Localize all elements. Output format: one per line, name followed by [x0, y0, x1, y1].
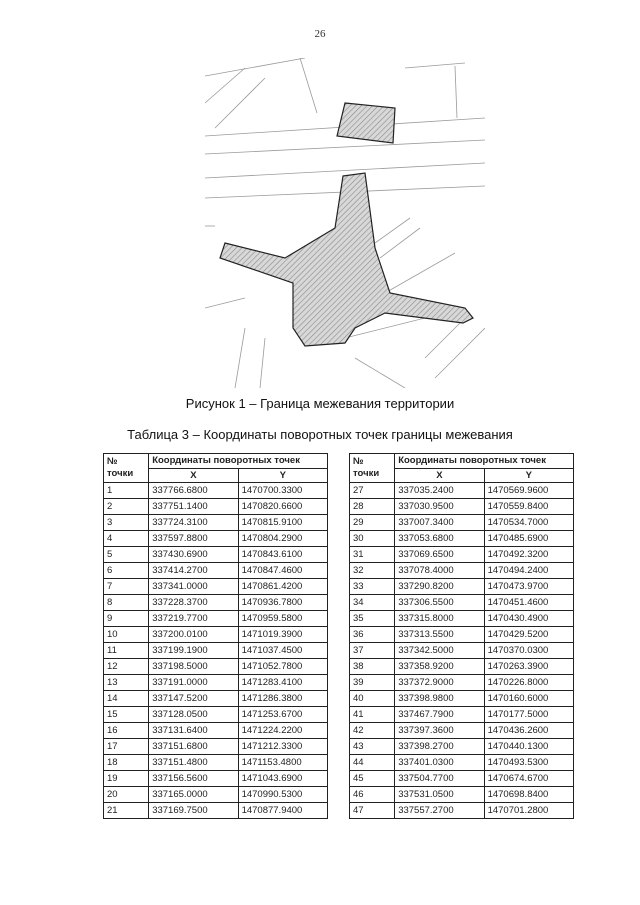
- header-x: X: [149, 468, 238, 483]
- x-coordinate-cell: 337030.9500: [395, 499, 484, 515]
- y-coordinate-cell: 1470473.9700: [484, 579, 573, 595]
- point-number-cell: 43: [350, 739, 395, 755]
- x-coordinate-cell: 337200.0100: [149, 627, 238, 643]
- x-coordinate-cell: 337398.2700: [395, 739, 484, 755]
- table-row: [350, 787, 574, 803]
- table-row: [104, 515, 328, 531]
- table-row: [350, 739, 574, 755]
- table-row: [350, 691, 574, 707]
- table-body-right: [350, 483, 574, 819]
- y-coordinate-cell: 1471253.6700: [238, 707, 327, 723]
- x-coordinate-cell: 337053.6800: [395, 531, 484, 547]
- x-coordinate-cell: 337401.0300: [395, 755, 484, 771]
- y-coordinate-cell: 1470804.2900: [238, 531, 327, 547]
- table-row: [104, 659, 328, 675]
- point-number-cell: 14: [104, 691, 149, 707]
- x-coordinate-cell: 337156.5600: [149, 771, 238, 787]
- table-row: [104, 499, 328, 515]
- header-coordinates: Координаты поворотных точек: [149, 454, 328, 469]
- point-number-cell: 38: [350, 659, 395, 675]
- header-point-number: № точки: [104, 454, 149, 483]
- x-coordinate-cell: 337078.4000: [395, 563, 484, 579]
- table-row: [350, 723, 574, 739]
- x-coordinate-cell: 337597.8800: [149, 531, 238, 547]
- table-row: [350, 643, 574, 659]
- y-coordinate-cell: 1470847.4600: [238, 563, 327, 579]
- point-number-cell: 45: [350, 771, 395, 787]
- y-coordinate-cell: 1470559.8400: [484, 499, 573, 515]
- x-coordinate-cell: 337372.9000: [395, 675, 484, 691]
- y-coordinate-cell: 1470861.4200: [238, 579, 327, 595]
- y-coordinate-cell: 1470674.6700: [484, 771, 573, 787]
- table-row: [104, 707, 328, 723]
- x-coordinate-cell: 337341.0000: [149, 579, 238, 595]
- x-coordinate-cell: 337398.9800: [395, 691, 484, 707]
- boundary-map: [205, 58, 485, 388]
- x-coordinate-cell: 337306.5500: [395, 595, 484, 611]
- point-number-cell: 27: [350, 483, 395, 499]
- x-coordinate-cell: 337128.0500: [149, 707, 238, 723]
- table-row: [350, 531, 574, 547]
- y-coordinate-cell: 1470494.2400: [484, 563, 573, 579]
- point-number-cell: 28: [350, 499, 395, 515]
- point-number-cell: 31: [350, 547, 395, 563]
- table-row: [104, 483, 328, 499]
- y-coordinate-cell: 1470877.9400: [238, 803, 327, 819]
- boundary-area-north: [337, 103, 395, 143]
- y-coordinate-cell: 1470936.7800: [238, 595, 327, 611]
- table-row: [104, 723, 328, 739]
- point-number-cell: 20: [104, 787, 149, 803]
- y-coordinate-cell: 1470429.5200: [484, 627, 573, 643]
- point-number-cell: 1: [104, 483, 149, 499]
- x-coordinate-cell: 337751.1400: [149, 499, 238, 515]
- y-coordinate-cell: 1470700.3300: [238, 483, 327, 499]
- table-row: [350, 547, 574, 563]
- y-coordinate-cell: 1470990.5300: [238, 787, 327, 803]
- y-coordinate-cell: 1470430.4900: [484, 611, 573, 627]
- figure-caption: Рисунок 1 – Граница межевания территории: [185, 396, 455, 411]
- point-number-cell: 19: [104, 771, 149, 787]
- point-number-cell: 47: [350, 803, 395, 819]
- point-number-cell: 6: [104, 563, 149, 579]
- table-row: [104, 547, 328, 563]
- point-number-cell: 15: [104, 707, 149, 723]
- point-number-cell: 8: [104, 595, 149, 611]
- x-coordinate-cell: 337198.5000: [149, 659, 238, 675]
- point-number-cell: 42: [350, 723, 395, 739]
- x-coordinate-cell: 337358.9200: [395, 659, 484, 675]
- table-row: [104, 595, 328, 611]
- table-row: [350, 611, 574, 627]
- x-coordinate-cell: 337199.1900: [149, 643, 238, 659]
- table-row: [104, 675, 328, 691]
- table-row: [350, 771, 574, 787]
- y-coordinate-cell: 1470534.7000: [484, 515, 573, 531]
- table-row: [104, 611, 328, 627]
- x-coordinate-cell: 337342.5000: [395, 643, 484, 659]
- table-caption: Таблица 3 – Координаты поворотных точек границы межевания: [127, 427, 513, 442]
- table-row: [104, 579, 328, 595]
- x-coordinate-cell: 337147.5200: [149, 691, 238, 707]
- x-coordinate-cell: 337315.8000: [395, 611, 484, 627]
- x-coordinate-cell: 337313.5500: [395, 627, 484, 643]
- x-coordinate-cell: 337531.0500: [395, 787, 484, 803]
- y-coordinate-cell: 1470492.3200: [484, 547, 573, 563]
- boundary-area-main: [220, 173, 473, 346]
- x-coordinate-cell: 337165.0000: [149, 787, 238, 803]
- y-coordinate-cell: 1470959.5800: [238, 611, 327, 627]
- y-coordinate-cell: 1471212.3300: [238, 739, 327, 755]
- x-coordinate-cell: 337131.6400: [149, 723, 238, 739]
- header-y: Y: [484, 468, 573, 483]
- point-number-cell: 41: [350, 707, 395, 723]
- table-row: [350, 675, 574, 691]
- point-number-cell: 5: [104, 547, 149, 563]
- table-row: [104, 739, 328, 755]
- point-number-cell: 34: [350, 595, 395, 611]
- point-number-cell: 10: [104, 627, 149, 643]
- header-y: Y: [238, 468, 327, 483]
- point-number-cell: 44: [350, 755, 395, 771]
- x-coordinate-cell: 337219.7700: [149, 611, 238, 627]
- y-coordinate-cell: 1471283.4100: [238, 675, 327, 691]
- y-coordinate-cell: 1470493.5300: [484, 755, 573, 771]
- point-number-cell: 35: [350, 611, 395, 627]
- point-number-cell: 29: [350, 515, 395, 531]
- table-row: [104, 627, 328, 643]
- point-number-cell: 46: [350, 787, 395, 803]
- x-coordinate-cell: 337430.6900: [149, 547, 238, 563]
- header-x: X: [395, 468, 484, 483]
- table-row: [350, 483, 574, 499]
- table-row: [104, 691, 328, 707]
- table-row: [104, 531, 328, 547]
- header-point-number: № точки: [350, 454, 395, 483]
- y-coordinate-cell: 1470698.8400: [484, 787, 573, 803]
- x-coordinate-cell: 337035.2400: [395, 483, 484, 499]
- point-number-cell: 12: [104, 659, 149, 675]
- y-coordinate-cell: 1470569.9600: [484, 483, 573, 499]
- table-row: [104, 787, 328, 803]
- y-coordinate-cell: 1471286.3800: [238, 691, 327, 707]
- y-coordinate-cell: 1470485.6900: [484, 531, 573, 547]
- point-number-cell: 9: [104, 611, 149, 627]
- table-row: [350, 563, 574, 579]
- point-number-cell: 13: [104, 675, 149, 691]
- point-number-cell: 40: [350, 691, 395, 707]
- y-coordinate-cell: 1471043.6900: [238, 771, 327, 787]
- x-coordinate-cell: 337397.3600: [395, 723, 484, 739]
- x-coordinate-cell: 337557.2700: [395, 803, 484, 819]
- point-number-cell: 3: [104, 515, 149, 531]
- x-coordinate-cell: 337766.6800: [149, 483, 238, 499]
- y-coordinate-cell: 1471153.4800: [238, 755, 327, 771]
- coordinates-table-left: [103, 453, 328, 819]
- y-coordinate-cell: 1470701.2800: [484, 803, 573, 819]
- coordinates-table-right: [349, 453, 574, 819]
- point-number-cell: 21: [104, 803, 149, 819]
- table-row: [350, 595, 574, 611]
- point-number-cell: 7: [104, 579, 149, 595]
- x-coordinate-cell: 337724.3100: [149, 515, 238, 531]
- table-row: [350, 499, 574, 515]
- x-coordinate-cell: 337467.7900: [395, 707, 484, 723]
- point-number-cell: 17: [104, 739, 149, 755]
- x-coordinate-cell: 337290.8200: [395, 579, 484, 595]
- point-number-cell: 32: [350, 563, 395, 579]
- x-coordinate-cell: 337228.3700: [149, 595, 238, 611]
- table-row: [104, 803, 328, 819]
- x-coordinate-cell: 337007.3400: [395, 515, 484, 531]
- y-coordinate-cell: 1470440.1300: [484, 739, 573, 755]
- point-number-cell: 4: [104, 531, 149, 547]
- table-row: [350, 755, 574, 771]
- table-row: [104, 643, 328, 659]
- y-coordinate-cell: 1470177.5000: [484, 707, 573, 723]
- page-number: 26: [314, 28, 326, 40]
- point-number-cell: 2: [104, 499, 149, 515]
- table-row: [104, 563, 328, 579]
- y-coordinate-cell: 1471052.7800: [238, 659, 327, 675]
- point-number-cell: 11: [104, 643, 149, 659]
- table-row: [350, 659, 574, 675]
- y-coordinate-cell: 1470843.6100: [238, 547, 327, 563]
- y-coordinate-cell: 1470226.8000: [484, 675, 573, 691]
- y-coordinate-cell: 1470436.2600: [484, 723, 573, 739]
- header-coordinates: Координаты поворотных точек: [395, 454, 574, 469]
- point-number-cell: 33: [350, 579, 395, 595]
- y-coordinate-cell: 1470263.3900: [484, 659, 573, 675]
- table-row: [350, 515, 574, 531]
- y-coordinate-cell: 1471019.3900: [238, 627, 327, 643]
- x-coordinate-cell: 337504.7700: [395, 771, 484, 787]
- table-body-left: [104, 483, 328, 819]
- y-coordinate-cell: 1470815.9100: [238, 515, 327, 531]
- point-number-cell: 18: [104, 755, 149, 771]
- x-coordinate-cell: 337169.7500: [149, 803, 238, 819]
- x-coordinate-cell: 337414.2700: [149, 563, 238, 579]
- table-row: [350, 579, 574, 595]
- y-coordinate-cell: 1470451.4600: [484, 595, 573, 611]
- x-coordinate-cell: 337151.6800: [149, 739, 238, 755]
- x-coordinate-cell: 337151.4800: [149, 755, 238, 771]
- point-number-cell: 36: [350, 627, 395, 643]
- point-number-cell: 16: [104, 723, 149, 739]
- table-row: [350, 707, 574, 723]
- point-number-cell: 39: [350, 675, 395, 691]
- y-coordinate-cell: 1470370.0300: [484, 643, 573, 659]
- point-number-cell: 37: [350, 643, 395, 659]
- point-number-cell: 30: [350, 531, 395, 547]
- table-row: [350, 803, 574, 819]
- x-coordinate-cell: 337069.6500: [395, 547, 484, 563]
- table-row: [104, 755, 328, 771]
- table-row: [350, 627, 574, 643]
- x-coordinate-cell: 337191.0000: [149, 675, 238, 691]
- y-coordinate-cell: 1471037.4500: [238, 643, 327, 659]
- table-row: [104, 771, 328, 787]
- y-coordinate-cell: 1471224.2200: [238, 723, 327, 739]
- y-coordinate-cell: 1470820.6600: [238, 499, 327, 515]
- y-coordinate-cell: 1470160.6000: [484, 691, 573, 707]
